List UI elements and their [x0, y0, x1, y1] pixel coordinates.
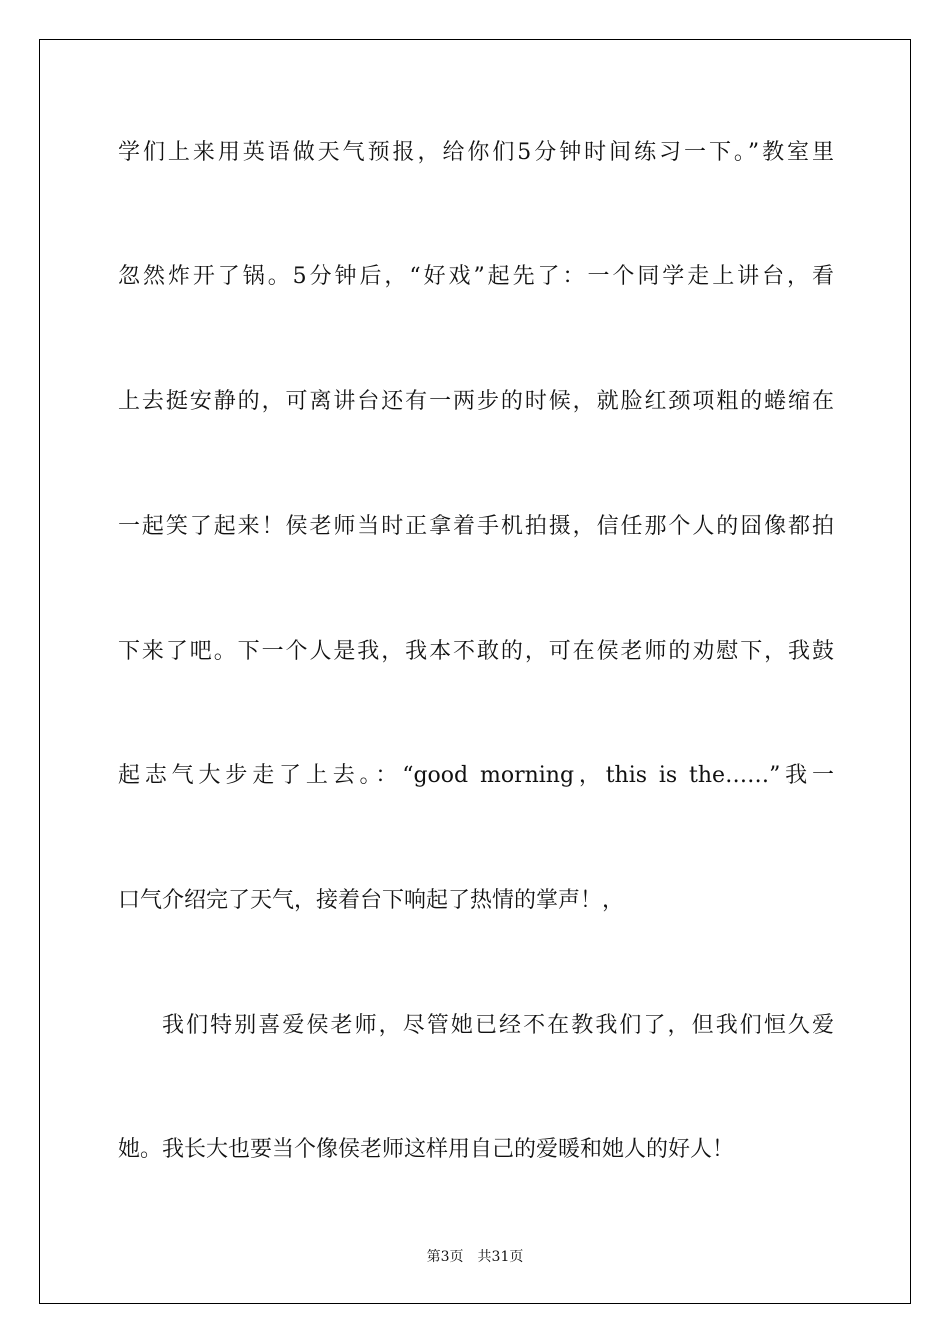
page-total: 共31页	[477, 1249, 524, 1265]
paragraph-line: 她。我长大也要当个像侯老师这样用自己的爱暖和她人的好人！	[118, 1137, 735, 1162]
paragraph-line: 忽然炸开了锅。5分钟后，“好戏”起先了：一个同学走上讲台，看	[118, 264, 834, 289]
paragraph-line: 一起笑了起来！侯老师当时正拿着手机拍摄，信任那个人的囧像都拍	[118, 514, 834, 539]
paragraph-line: 学们上来用英语做天气预报，给你们5分钟时间练习一下。”教室里	[118, 140, 834, 165]
paragraph-line: 我们特别喜爱侯老师，尽管她已经不在教我们了，但我们恒久爱	[162, 1013, 834, 1038]
paragraph-line: 上去挺安静的，可离讲台还有一两步的时候，就脸红颈项粗的蜷缩在	[118, 389, 834, 414]
page-number: 第3页	[426, 1249, 464, 1265]
page-border	[39, 39, 911, 1304]
paragraph-line: 口气介绍完了天气，接着台下响起了热情的掌声！，	[118, 888, 625, 913]
paragraph-line: 起志气大步走了上去。：“good morning，this is the……”我一	[118, 763, 834, 788]
paragraph-line: 下来了吧。下一个人是我，我本不敢的，可在侯老师的劝慰下，我鼓	[118, 639, 834, 664]
page-footer	[0, 1246, 950, 1266]
